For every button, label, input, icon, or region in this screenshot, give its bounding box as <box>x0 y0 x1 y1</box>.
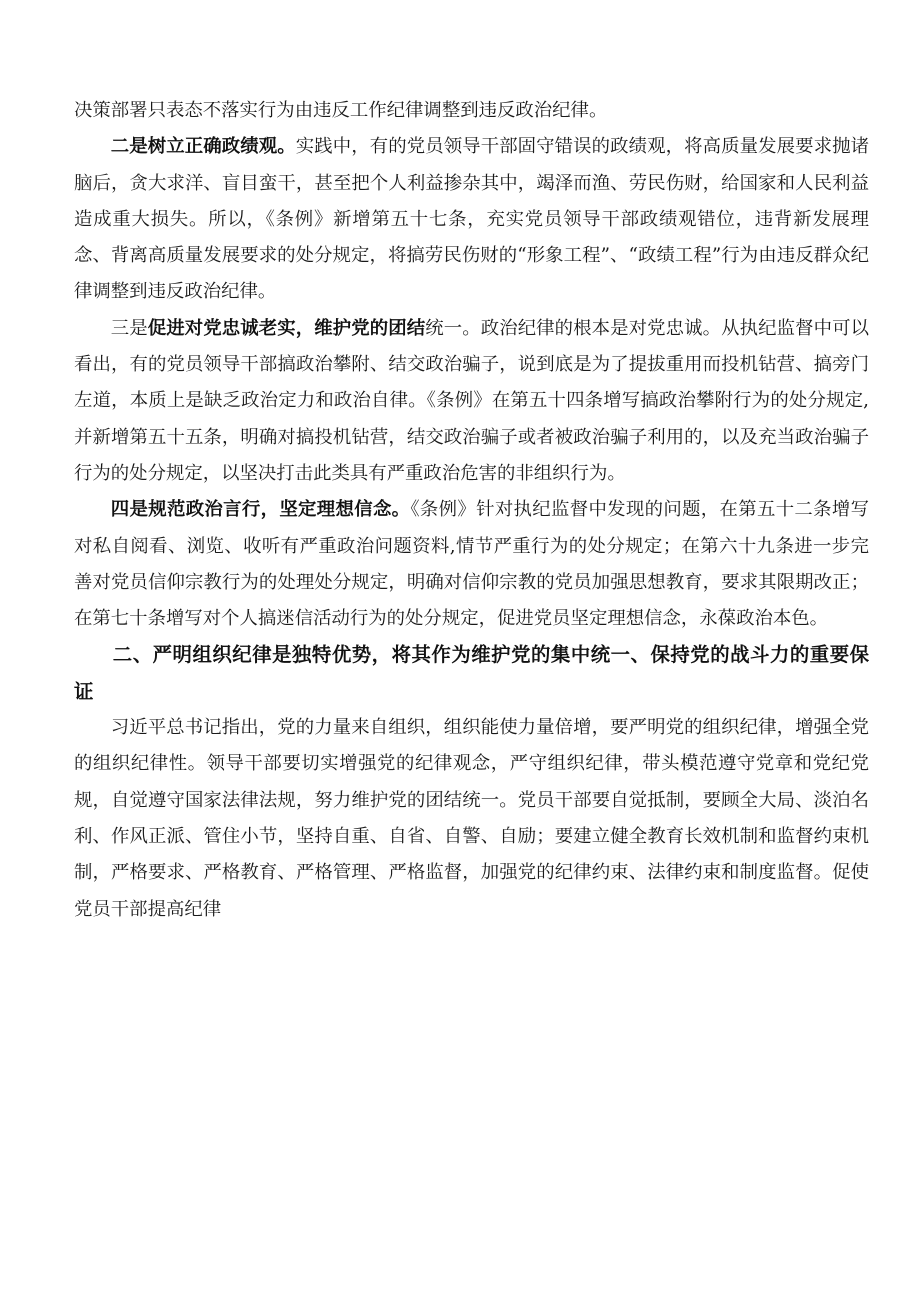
paragraph-lead: 二是树立正确政绩观。 <box>110 136 296 158</box>
paragraph-lead: 四是规范政治言行，坚定理想信念。 <box>110 499 411 521</box>
paragraph-prefix: 三是 <box>110 317 148 339</box>
paragraph-point-four <box>74 492 869 637</box>
paragraph-body: 习近平总书记指出，党的力量来自组织，组织能使力量倍增，要严明党的组织纪律，增强全党的组织纪律性。领导干部要切实增强党的纪律观念，严守组织纪律，带头模范遵守党章和党纪党规，自觉遵守国家法律法规，努力维护党的团结统一。党员干部要自觉抵制，要顾全大局、淡泊名利、作风正派、管住小节，坚持自重、自省、自警、自励；要建立健全教育长效机制和监督约束机制，严格要求、严格教育、严格管理、严格监督，加强党的纪律约束、法律约束和制度监督。促使党员干部提高纪律 <box>74 717 869 920</box>
paragraph-body: 《条例》针对执纪监督中发现的问题，在第五十二条增写对私自阅看、浏览、收听有严重政治问题资料,情节严重行为的处分规定；在第六十九条进一步完善对党员信仰宗教行为的处理处分规定，明确对信仰宗教的党员加强思想教育，要求其限期改正；在第七十条增写对个人搞迷信活动行为的处分规定，促进党员坚定理想信念，永葆政治本色。 <box>74 499 869 630</box>
document-page <box>74 93 869 928</box>
paragraph-final <box>74 710 869 928</box>
paragraph-point-three <box>74 311 869 492</box>
paragraph-continuation <box>74 93 869 129</box>
paragraph-lead: 促进对党忠诚老实，维护党的团结 <box>147 317 426 339</box>
section-heading: 二、严明组织纪律是独特优势，将其作为维护党的集中统一、保持党的战斗力的重要保证 <box>74 643 869 703</box>
paragraph-body: 决策部署只表态不落实行为由违反工作纪律调整到违反政治纪律。 <box>74 100 608 121</box>
paragraph-point-two <box>74 129 869 310</box>
paragraph-body: 统一。政治纪律的根本是对党忠诚。从执纪监督中可以看出，有的党员领导干部搞政治攀附、结交政治骗子，说到底是为了提拔重用而投机钻营、搞旁门左道，本质上是缺乏政治定力和政治自律。《条例》在第五十四条增写搞政治攀附行为的处分规定,并新增第五十五条，明确对搞投机钻营，结交政治骗子或者被政治骗子利用的，以及充当政治骗子行为的处分规定，以坚决打击此类具有严重政治危害的非组织行为。 <box>74 317 869 484</box>
paragraph-body: 实践中，有的党员领导干部固守错误的政绩观，将高质量发展要求抛诸脑后，贪大求洋、盲目蛮干，甚至把个人利益掺杂其中，竭泽而渔、劳民伤财，给国家和人民利益造成重大损失。所以，《条例》新增第五十七条，充实党员领导干部政绩观错位，违背新发展理念、背离高质量发展要求的处分规定，将搞劳民伤财的“形象工程”、“政绩工程”行为由违反群众纪律调整到违反政治纪律。 <box>74 136 869 303</box>
